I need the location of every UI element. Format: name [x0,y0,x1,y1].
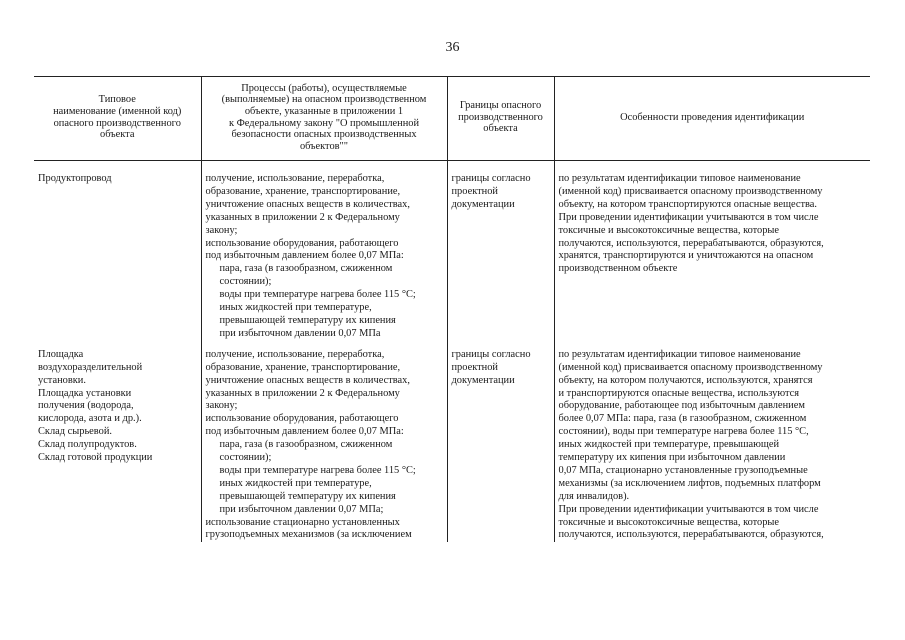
process-line: образование, хранение, транспортирование, [205,185,401,197]
cell-borders [447,345,554,543]
text-line: объекта [100,129,135,141]
process-line: пара, газа (в газообразном, сжиженном [219,439,393,451]
text-line: 0,07 МПа, стационарно установленные грузоподъемные [558,464,808,476]
process-line: при избыточном давлении 0,07 МПа [219,327,381,339]
process-line: использование оборудования, работающего [205,413,399,425]
text-line: Площадка [38,348,84,360]
process-line: закону; [205,224,238,236]
header-features [554,77,870,161]
process-line: получение, использование, переработка, [205,173,385,184]
process-line: превышающей температуру их кипения [219,314,396,326]
cell-features [554,161,870,345]
text-line: (именной код) присваивается опасному производственному [558,185,823,197]
identification-table-container [34,76,870,542]
process-line: получение, использование, переработка, [205,348,385,360]
text-line: производственном объекте [558,263,678,275]
text-line: объектов"" [299,140,349,152]
process-line: использование оборудования, работающего [205,237,399,249]
table-header [34,77,870,161]
text-line: проектной [451,185,498,197]
process-line: закону; [205,400,238,412]
text-line: При проведении идентификации учитываются в том числе [558,211,819,223]
text-line: токсичные и высокотоксичные вещества, которые [558,224,780,236]
process-line: иных жидкостей при температуре, [219,477,372,489]
process-line: образование, хранение, транспортирование, [205,361,401,373]
process-line: состоянии); [219,276,272,288]
process-line: под избыточным давлением более 0,07 МПа: [205,426,404,438]
text-line: (именной код) присваивается опасному производственному [558,361,823,373]
text-line: Площадка установки [38,387,132,399]
text-line: оборудование, работающее под избыточным давлением [558,400,805,412]
text-line: получения (водорода, [38,400,134,412]
text-line: получаются, используются, перерабатываются, образуются, [558,529,824,541]
text-line: хранятся, транспортируются и уничтожаются на опасном [558,250,814,262]
process-line: превышающей температуру их кипения [219,490,396,502]
text-line: кислорода, азота и др.). [38,413,142,425]
text-line: Процессы (работы), осуществляемые [241,82,407,94]
process-line: уничтожение опасных веществ в количествах, [205,374,410,386]
text-line: объекту, на котором получаются, используются, хранятся [558,374,813,386]
text-line: Типовое [98,94,136,106]
text-line: токсичные и высокотоксичные вещества, которые [558,516,780,528]
cell-object-name [34,345,201,543]
text-line: более 0,07 МПа: пара, газа (в газообразном, сжиженном [558,413,807,425]
process-line: воды при температуре нагрева более 115 °С; [219,289,416,301]
text-line: объекту, на котором транспортируются опасные вещества. [558,198,817,210]
process-line: уничтожение опасных веществ в количествах, [205,198,410,210]
text-line: документации [451,374,515,386]
text-line: Особенности проведения идентификации [620,111,805,123]
header-borders [447,77,554,161]
text-line: иных жидкостей при температуре, превышающей [558,439,780,451]
cell-features [554,345,870,543]
text-line: объекта [483,123,518,135]
cell-processes [201,161,447,345]
text-line: Продуктопровод [38,173,112,184]
cell-object-name [34,161,201,345]
text-line: состоянии), воды при температуре нагрева более 115 °С, [558,426,809,438]
header-row [34,77,870,161]
text-line: Склад готовой продукции [38,452,153,464]
text-line: Склад сырьевой. [38,426,112,438]
text-line: объекте, указанные в приложении 1 [244,105,404,117]
text-line: для инвалидов). [558,490,630,502]
text-line: Склад полупродуктов. [38,439,137,451]
cell-borders [447,161,554,345]
process-line: указанных в приложении 2 к Федеральному [205,387,400,399]
text-line: температуру их кипения при избыточном давлении [558,452,786,464]
process-line: указанных в приложении 2 к Федеральному [205,211,400,223]
table-body [34,161,870,543]
process-line: состоянии); [219,452,272,464]
process-line: воды при температуре нагрева более 115 °С; [219,464,416,476]
text-line: воздухоразделительной [38,361,143,373]
text-line: безопасности опасных производственных [231,129,417,141]
header-processes [201,77,447,161]
process-line: использование стационарно установленных [205,516,400,528]
text-line: документации [451,198,515,210]
cell-processes [201,345,447,543]
text-line: наименование (именной код) [53,105,182,117]
text-line: к Федеральному закону "О промышленной [228,117,420,129]
text-line: границы согласно [451,348,531,360]
process-line: иных жидкостей при температуре, [219,302,372,314]
text-line: проектной [451,361,498,373]
text-line: получаются, используются, перерабатываются, образуются, [558,237,824,249]
text-line: по результатам идентификации типовое наименование [558,348,801,360]
text-line: установки. [38,374,86,386]
process-line: грузоподъемных механизмов (за исключением [205,529,412,541]
text-line: механизмы (за исключением лифтов, подъемных платформ [558,477,821,489]
identification-table [34,76,870,542]
text-line: границы согласно [451,173,531,184]
header-object-name [34,77,201,161]
process-line: пара, газа (в газообразном, сжиженном [219,263,393,275]
text-line: по результатам идентификации типовое наименование [558,173,801,184]
text-line: Границы опасного [459,100,542,112]
page-number: 36 [445,40,460,55]
text-line: производственного [458,111,543,123]
table-row [34,345,870,543]
text-line: При проведении идентификации учитываются в том числе [558,503,819,515]
process-line: под избыточным давлением более 0,07 МПа: [205,250,404,262]
process-line: при избыточном давлении 0,07 МПа; [219,503,384,515]
text-line: и транспортируются опасные вещества, используются [558,387,800,399]
table-row [34,161,870,345]
text-line: опасного производственного [53,117,181,129]
text-line: (выполняемые) на опасном производственном [221,94,427,106]
